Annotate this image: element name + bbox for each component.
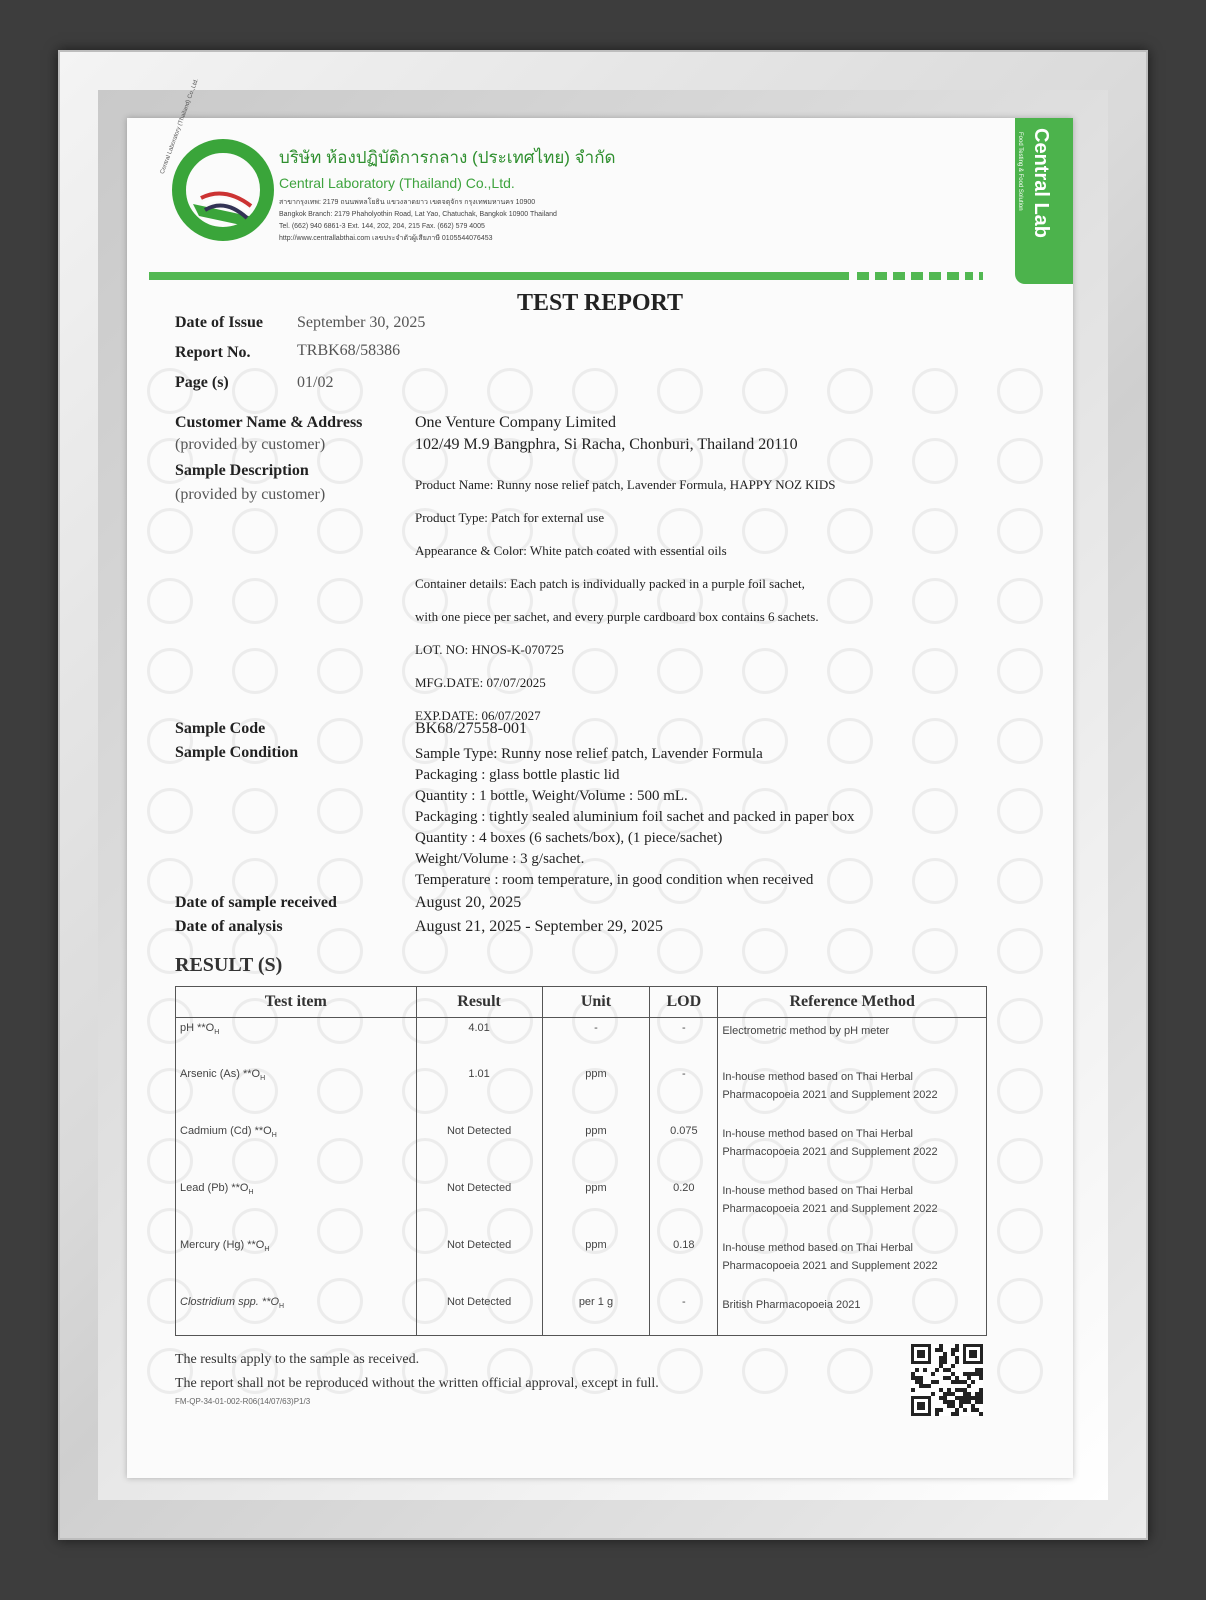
- test-item-cell: Lead (Pb) $**O_H$: [176, 1178, 417, 1235]
- method-cell: In-house method based on Thai Herbal Pharmacopoeia 2021 and Supplement 2022: [718, 1178, 987, 1235]
- lod-cell: -: [650, 1292, 718, 1336]
- sample-code-value: BK68/27558-001: [415, 720, 527, 737]
- test-report-document: [127, 77, 1073, 1478]
- date-analysis-label: Date of analysis: [175, 918, 283, 935]
- desc-line: LOT. NO: HNOS-K-070725: [415, 642, 564, 657]
- result-cell: 4.01: [416, 1018, 542, 1064]
- sample-description-label: Sample Description: [175, 462, 309, 479]
- lod-cell: -: [650, 1018, 718, 1064]
- unit-cell: ppm: [542, 1235, 650, 1292]
- logo-ring-text: Central Laboratory (Thailand) Co.,Ltd.: [159, 77, 200, 175]
- footer-note-1: The results apply to the sample as received.: [175, 1352, 420, 1367]
- col-result: Result: [416, 987, 542, 1018]
- desc-line: EXP.DATE: 06/07/2027: [415, 708, 541, 723]
- company-tel: Tel. (662) 940 6861-3 Ext. 144, 202, 204, 215 Fax. (662) 579 4005: [279, 223, 485, 230]
- qr-code-icon[interactable]: [911, 1344, 983, 1416]
- col-unit: Unit: [542, 987, 650, 1018]
- side-tab-subtitle: Food Testing & Food Solution: [1017, 132, 1023, 211]
- table-row: [176, 1178, 987, 1235]
- lod-cell: 0.18: [650, 1235, 718, 1292]
- condition-line: Quantity : 4 boxes (6 sachets/box), (1 piece/sachet): [415, 830, 723, 846]
- results-header-row: [176, 987, 987, 1018]
- footer-note-2: The report shall not be reproduced without the written official approval, except in full.: [175, 1376, 659, 1391]
- condition-line: Quantity : 1 bottle, Weight/Volume : 500 mL.: [415, 788, 688, 804]
- unit-cell: ppm: [542, 1064, 650, 1121]
- table-row: [176, 1064, 987, 1121]
- desc-line: MFG.DATE: 07/07/2025: [415, 675, 546, 690]
- company-name-en: Central Laboratory (Thailand) Co.,Ltd.: [279, 175, 515, 191]
- company-web: http://www.centrallabthai.com เลขประจำตัวผู้เสียภาษี 0105544076453: [279, 235, 493, 242]
- form-code: FM-QP-34-01-002-R06(14/07/63)P1/3: [175, 1397, 311, 1406]
- result-cell: Not Detected: [416, 1121, 542, 1178]
- table-row: [176, 1018, 987, 1064]
- col-test-item: Test item: [176, 987, 417, 1018]
- customer-name: One Venture Company Limited: [415, 414, 616, 431]
- page-label: Page (s): [175, 374, 229, 391]
- report-title: TEST REPORT: [516, 290, 684, 316]
- company-name-thai: บริษัท ห้องปฏิบัติการกลาง (ประเทศไทย) จำกัด: [279, 148, 616, 167]
- lod-cell: 0.075: [650, 1121, 718, 1178]
- company-address-en: Bangkok Branch: 2179 Phaholyothin Road, Lat Yao, Chatuchak, Bangkok 10900 Thailand: [279, 211, 557, 218]
- result-cell: Not Detected: [416, 1178, 542, 1235]
- lab-logo-icon: [159, 77, 278, 247]
- date-analysis-value: August 21, 2025 - September 29, 2025: [415, 918, 663, 935]
- sample-description-lines: [415, 468, 836, 732]
- col-reference-method: Reference Method: [718, 987, 987, 1018]
- page-value: 01/02: [297, 374, 334, 391]
- desc-line: Container details: Each patch is individually packed in a purple foil sachet,: [415, 576, 805, 591]
- sample-condition-label: Sample Condition: [175, 744, 299, 761]
- method-cell: Electrometric method by pH meter: [718, 1018, 987, 1064]
- desc-line: Product Name: Runny nose relief patch, Lavender Formula, HAPPY NOZ KIDS: [415, 477, 836, 492]
- customer-address: 102/49 M.9 Bangphra, Si Racha, Chonburi, Thailand 20110: [415, 436, 798, 453]
- test-item-cell: pH $**O_H$: [176, 1018, 417, 1064]
- condition-line: Temperature : room temperature, in good condition when received: [415, 872, 814, 888]
- unit-cell: per 1 g: [542, 1292, 650, 1336]
- date-of-issue-value: September 30, 2025: [297, 314, 426, 331]
- unit-cell: -: [542, 1018, 650, 1064]
- lod-cell: 0.20: [650, 1178, 718, 1235]
- results-heading: RESULT (S): [175, 954, 283, 976]
- method-cell: In-house method based on Thai Herbal Pharmacopoeia 2021 and Supplement 2022: [718, 1064, 987, 1121]
- condition-line: Sample Type: Runny nose relief patch, Lavender Formula: [415, 746, 763, 762]
- customer-sublabel: (provided by customer): [175, 436, 326, 453]
- table-row: [176, 1235, 987, 1292]
- condition-line: Packaging : tightly sealed aluminium foil sachet and packed in paper box: [415, 809, 855, 825]
- col-lod: LOD: [650, 987, 718, 1018]
- result-cell: 1.01: [416, 1064, 542, 1121]
- company-address-thai: สาขากรุงเทพ: 2179 ถนนพหลโยธิน แขวงลาดยาว เขตจตุจักร กรุงเทพมหานคร 10900: [279, 199, 536, 206]
- date-received-label: Date of sample received: [175, 894, 337, 911]
- central-lab-tab: [1015, 118, 1073, 284]
- lod-cell: -: [650, 1064, 718, 1121]
- sample-description-sublabel: (provided by customer): [175, 486, 326, 503]
- condition-line: Packaging : glass bottle plastic lid: [415, 767, 620, 783]
- unit-cell: ppm: [542, 1178, 650, 1235]
- desc-line: with one piece per sachet, and every purple cardboard box contains 6 sachets.: [415, 609, 819, 624]
- report-no-value: TRBK68/58386: [297, 342, 401, 359]
- method-cell: In-house method based on Thai Herbal Pharmacopoeia 2021 and Supplement 2022: [718, 1235, 987, 1292]
- side-tab-title: Central Lab: [1030, 128, 1052, 239]
- test-item-cell: Cadmium (Cd) $**O_H$: [176, 1121, 417, 1178]
- table-row: [176, 1292, 987, 1336]
- test-item-cell: Mercury (Hg) $**O_H$: [176, 1235, 417, 1292]
- header-divider: [149, 272, 849, 280]
- method-cell: In-house method based on Thai Herbal Pharmacopoeia 2021 and Supplement 2022: [718, 1121, 987, 1178]
- sample-code-label: Sample Code: [175, 720, 266, 737]
- sample-condition-lines: [415, 744, 854, 891]
- table-row: [176, 1121, 987, 1178]
- method-cell: British Pharmacopoeia 2021: [718, 1292, 987, 1336]
- desc-line: Product Type: Patch for external use: [415, 510, 605, 525]
- unit-cell: ppm: [542, 1121, 650, 1178]
- date-of-issue-label: Date of Issue: [175, 314, 263, 331]
- report-no-label: Report No.: [175, 344, 251, 361]
- test-item-cell: Clostridium spp. $**O_H$: [176, 1292, 417, 1336]
- company-header: [279, 144, 879, 245]
- condition-line: Weight/Volume : 3 g/sachet.: [415, 851, 585, 867]
- date-received-value: August 20, 2025: [415, 894, 522, 911]
- result-cell: Not Detected: [416, 1235, 542, 1292]
- desc-line: Appearance & Color: White patch coated with essential oils: [415, 543, 727, 558]
- customer-label: Customer Name & Address: [175, 414, 363, 431]
- results-table: [175, 986, 987, 1336]
- test-item-cell: Arsenic (As) $**O_H$: [176, 1064, 417, 1121]
- result-cell: Not Detected: [416, 1292, 542, 1336]
